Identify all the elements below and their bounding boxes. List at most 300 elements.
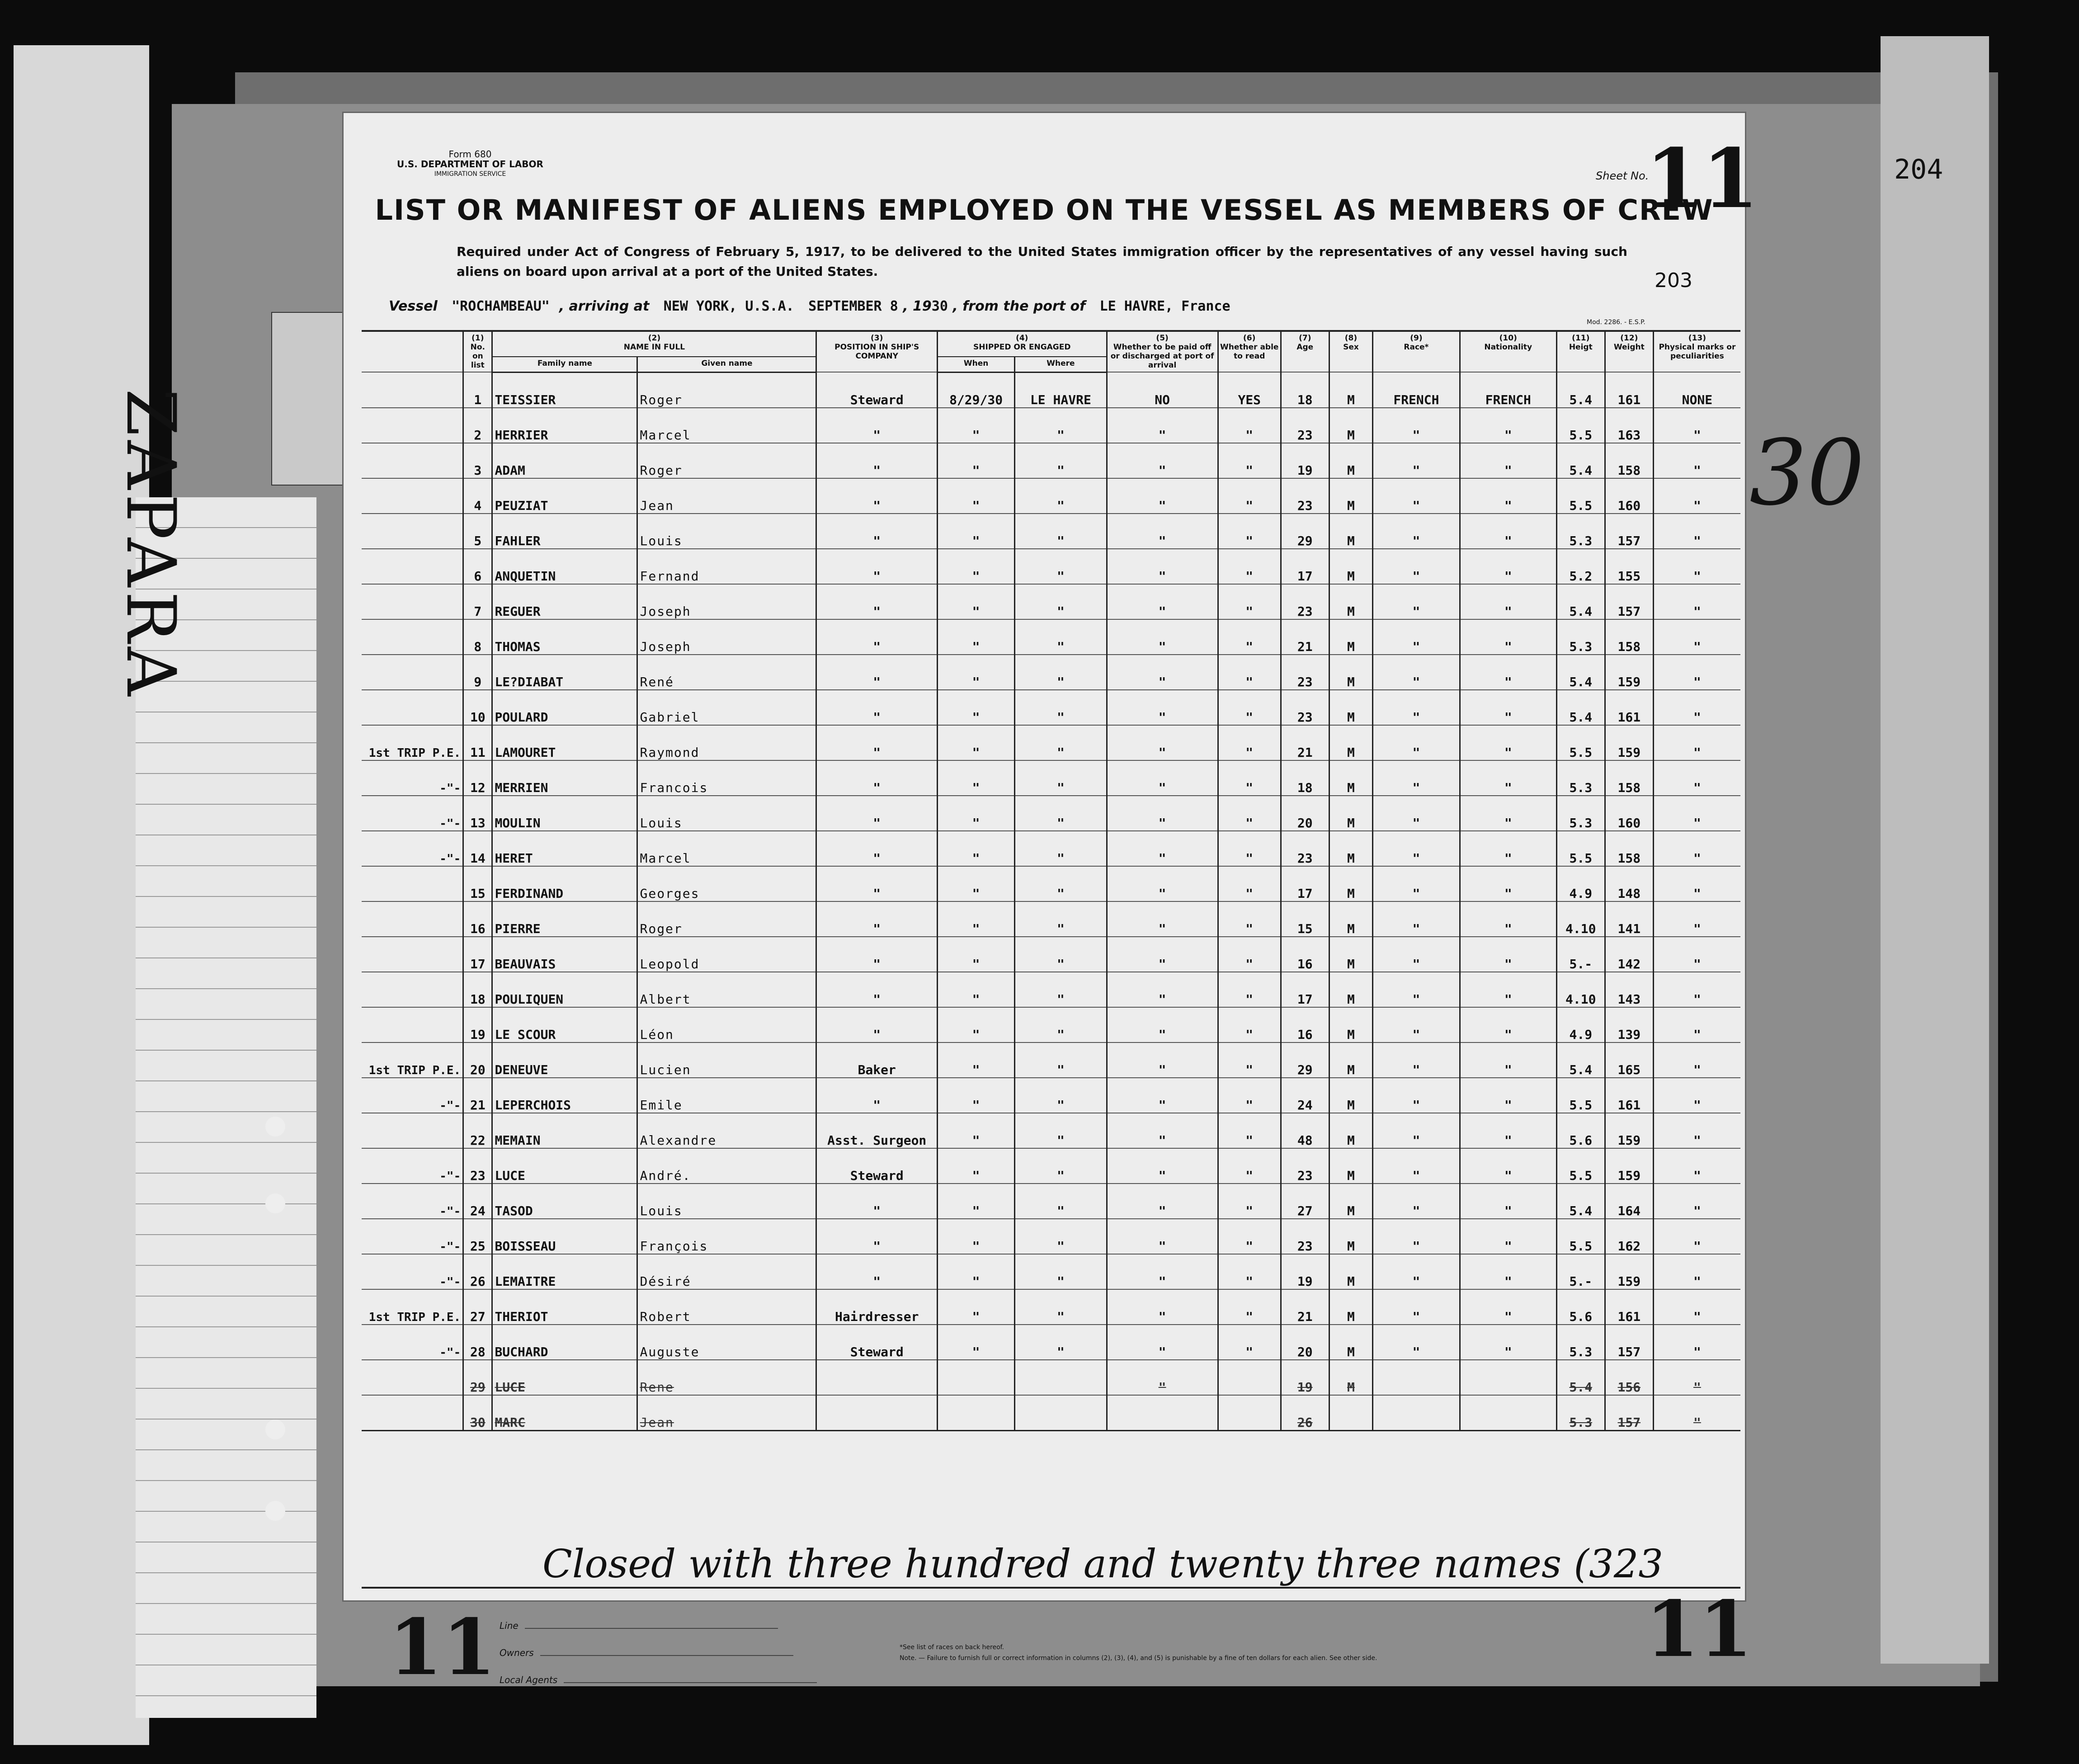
line-field [500, 1620, 778, 1631]
shipped-where: " [1015, 443, 1107, 478]
binder-hole [265, 1117, 285, 1137]
paid-off: " [1107, 725, 1218, 760]
height: 5.3 [1556, 796, 1605, 831]
able-to-read: " [1218, 901, 1281, 937]
weight: 143 [1605, 972, 1653, 1007]
col-where-header: Where [1015, 357, 1107, 372]
nationality: " [1460, 725, 1556, 760]
sex: M [1329, 514, 1372, 549]
shipped-where: " [1015, 937, 1107, 972]
age: 18 [1281, 760, 1329, 796]
family-name: LE?DIABAT [492, 655, 637, 690]
paid-off: " [1107, 443, 1218, 478]
col-sex-header: (8) Sex [1329, 331, 1372, 372]
position: " [816, 725, 938, 760]
row-number: 3 [463, 443, 492, 478]
given-name: Albert [637, 972, 816, 1007]
family-name: LEPERCHOIS [492, 1078, 637, 1113]
nationality: " [1460, 1042, 1556, 1078]
age: 17 [1281, 972, 1329, 1007]
row-number: 8 [463, 619, 492, 655]
race: " [1373, 972, 1460, 1007]
weight: 158 [1605, 760, 1653, 796]
position: " [816, 655, 938, 690]
row-number: 28 [463, 1325, 492, 1360]
closure-note: Closed with three hundred and twenty three names (323 [542, 1542, 1664, 1587]
family-name: ADAM [492, 443, 637, 478]
table-row [362, 1148, 1740, 1184]
shipped-when: " [937, 866, 1014, 901]
row-margin-note: 1st TRIP P.E. [362, 1042, 463, 1078]
row-margin-note [362, 549, 463, 584]
age: 26 [1281, 1395, 1329, 1431]
family-name: MOULIN [492, 796, 637, 831]
physical-marks: " [1653, 866, 1740, 901]
position: " [816, 549, 938, 584]
physical-marks: " [1653, 1395, 1740, 1431]
row-margin-note: -"- [362, 760, 463, 796]
sex: M [1329, 478, 1372, 514]
race: " [1373, 725, 1460, 760]
height: 5.4 [1556, 372, 1605, 408]
footnote [900, 1642, 1542, 1664]
weight: 142 [1605, 937, 1653, 972]
arrival-year: 30 [931, 298, 948, 314]
col-read-header: (6) Whether able to read [1218, 331, 1281, 372]
given-name: André. [637, 1148, 816, 1184]
paid-off: " [1107, 1184, 1218, 1219]
height: 5.4 [1556, 584, 1605, 619]
age: 19 [1281, 1254, 1329, 1289]
row-number: 27 [463, 1289, 492, 1325]
position: " [816, 619, 938, 655]
table-row [362, 408, 1740, 443]
position: " [816, 408, 938, 443]
given-name: Rene [637, 1360, 816, 1395]
shipped-when: " [937, 443, 1014, 478]
given-name: Auguste [637, 1325, 816, 1360]
race: " [1373, 796, 1460, 831]
able-to-read: " [1218, 1325, 1281, 1360]
row-margin-note [362, 619, 463, 655]
form-header [344, 149, 597, 179]
physical-marks: " [1653, 725, 1740, 760]
age: 29 [1281, 1042, 1329, 1078]
sex: M [1329, 549, 1372, 584]
table-row [362, 1360, 1740, 1395]
age: 20 [1281, 1325, 1329, 1360]
right-handwriting: 30 [1749, 420, 1865, 526]
row-number: 12 [463, 760, 492, 796]
position: " [816, 831, 938, 866]
physical-marks: " [1653, 478, 1740, 514]
shipped-when [937, 1395, 1014, 1431]
family-name: BUCHARD [492, 1325, 637, 1360]
col-race-header: (9) Race* [1373, 331, 1460, 372]
height: 5.6 [1556, 1113, 1605, 1148]
age: 16 [1281, 1007, 1329, 1042]
weight: 161 [1605, 372, 1653, 408]
sheet-label: Sheet No. [1596, 170, 1649, 182]
table-row [362, 690, 1740, 725]
shipped-where: " [1015, 866, 1107, 901]
shipped-when: " [937, 1184, 1014, 1219]
able-to-read: YES [1218, 372, 1281, 408]
shipped-where: " [1015, 725, 1107, 760]
weight: 157 [1605, 1395, 1653, 1431]
nationality: " [1460, 443, 1556, 478]
given-name: Joseph [637, 584, 816, 619]
given-name: Marcel [637, 831, 816, 866]
stamp-number: 203 [1655, 269, 1692, 292]
physical-marks: NONE [1653, 372, 1740, 408]
height: 5.5 [1556, 478, 1605, 514]
weight: 157 [1605, 1325, 1653, 1360]
family-name: BOISSEAU [492, 1219, 637, 1254]
family-name: THERIOT [492, 1289, 637, 1325]
row-number: 23 [463, 1148, 492, 1184]
weight: 148 [1605, 866, 1653, 901]
paid-off: " [1107, 1078, 1218, 1113]
sex: M [1329, 584, 1372, 619]
physical-marks: " [1653, 1184, 1740, 1219]
physical-marks: " [1653, 1254, 1740, 1289]
given-name: Jean [637, 478, 816, 514]
race: " [1373, 1007, 1460, 1042]
shipped-where: LE HAVRE [1015, 372, 1107, 408]
family-name: PIERRE [492, 901, 637, 937]
nationality [1460, 1395, 1556, 1431]
race: " [1373, 937, 1460, 972]
age: 21 [1281, 725, 1329, 760]
height: 5.3 [1556, 514, 1605, 549]
race: " [1373, 514, 1460, 549]
col-when-header: When [937, 357, 1014, 372]
weight: 157 [1605, 514, 1653, 549]
row-number: 21 [463, 1078, 492, 1113]
physical-marks: " [1653, 514, 1740, 549]
able-to-read: " [1218, 937, 1281, 972]
position: " [816, 478, 938, 514]
nationality: " [1460, 549, 1556, 584]
row-number: 16 [463, 901, 492, 937]
shipped-when: " [937, 725, 1014, 760]
height: 5.4 [1556, 690, 1605, 725]
sex: M [1329, 831, 1372, 866]
table-row [362, 1184, 1740, 1219]
table-row [362, 443, 1740, 478]
weight: 164 [1605, 1184, 1653, 1219]
age: 48 [1281, 1113, 1329, 1148]
requirement-text: Required under Act of Congress of February 5, 1917, to be delivered to the United States immigration officer by the representatives of any vessel having such aliens on board upon arrival at a port of the United States. [457, 244, 1627, 279]
paid-off: " [1107, 1007, 1218, 1042]
row-margin-note [362, 408, 463, 443]
age: 16 [1281, 937, 1329, 972]
from-label: , from the port of [952, 298, 1086, 314]
family-name: BEAUVAIS [492, 937, 637, 972]
arriving-label: , arriving at [559, 298, 650, 314]
shipped-where: " [1015, 584, 1107, 619]
height: 5.5 [1556, 1219, 1605, 1254]
paid-off: " [1107, 690, 1218, 725]
row-margin-note [362, 937, 463, 972]
shipped-when: " [937, 901, 1014, 937]
arrival-date: SEPTEMBER 8 [808, 298, 898, 314]
row-number: 17 [463, 937, 492, 972]
shipped-where: " [1015, 1148, 1107, 1184]
shipped-when: " [937, 831, 1014, 866]
shipped-when: " [937, 1042, 1014, 1078]
table-row [362, 549, 1740, 584]
right-page-number: 204 [1894, 154, 1943, 185]
paid-off: " [1107, 619, 1218, 655]
height: 5.3 [1556, 760, 1605, 796]
race: " [1373, 408, 1460, 443]
shipped-when: " [937, 1078, 1014, 1113]
paid-off: " [1107, 1148, 1218, 1184]
margin-header [362, 331, 463, 372]
age: 24 [1281, 1078, 1329, 1113]
shipped-where: " [1015, 1184, 1107, 1219]
shipped-where [1015, 1395, 1107, 1431]
given-name: Georges [637, 866, 816, 901]
col-weight-header: (12) Weight [1605, 331, 1653, 372]
shipped-where: " [1015, 1325, 1107, 1360]
nationality: " [1460, 796, 1556, 831]
age: 23 [1281, 408, 1329, 443]
sex: M [1329, 1360, 1372, 1395]
row-margin-note: -"- [362, 1254, 463, 1289]
physical-marks: " [1653, 972, 1740, 1007]
right-edge-sheet [1881, 36, 1989, 1664]
row-margin-note [362, 514, 463, 549]
shipped-when: " [937, 1325, 1014, 1360]
able-to-read: " [1218, 831, 1281, 866]
family-name: FAHLER [492, 514, 637, 549]
physical-marks: " [1653, 1325, 1740, 1360]
position: " [816, 1254, 938, 1289]
table-row [362, 901, 1740, 937]
paid-off [1107, 1395, 1218, 1431]
family-name: TEISSIER [492, 372, 637, 408]
weight: 159 [1605, 1254, 1653, 1289]
nationality: " [1460, 1289, 1556, 1325]
paid-off: " [1107, 584, 1218, 619]
age: 23 [1281, 831, 1329, 866]
row-number: 24 [463, 1184, 492, 1219]
age: 23 [1281, 1148, 1329, 1184]
row-number: 29 [463, 1360, 492, 1395]
table-row [362, 1254, 1740, 1289]
height: 5.5 [1556, 831, 1605, 866]
physical-marks: " [1653, 1289, 1740, 1325]
physical-marks: " [1653, 408, 1740, 443]
given-name: Roger [637, 901, 816, 937]
table-row [362, 831, 1740, 866]
race: " [1373, 1325, 1460, 1360]
nationality: " [1460, 584, 1556, 619]
paid-off: " [1107, 478, 1218, 514]
paid-off: " [1107, 1042, 1218, 1078]
weight: 160 [1605, 796, 1653, 831]
physical-marks: " [1653, 655, 1740, 690]
local-agents-label: Local Agents [500, 1674, 558, 1685]
family-name: LUCE [492, 1360, 637, 1395]
table-row [362, 619, 1740, 655]
side-handwriting: ZAPARA [111, 389, 190, 701]
given-name: Robert [637, 1289, 816, 1325]
nationality: " [1460, 514, 1556, 549]
paid-off: " [1107, 760, 1218, 796]
paid-off: NO [1107, 372, 1218, 408]
sex: M [1329, 1219, 1372, 1254]
row-margin-note [362, 690, 463, 725]
able-to-read: " [1218, 1148, 1281, 1184]
given-name: Emile [637, 1078, 816, 1113]
given-name: Marcel [637, 408, 816, 443]
age: 23 [1281, 1219, 1329, 1254]
family-name: POULARD [492, 690, 637, 725]
footer [362, 1584, 1753, 1706]
age: 18 [1281, 372, 1329, 408]
table-row [362, 1113, 1740, 1148]
position: " [816, 760, 938, 796]
table-row [362, 1078, 1740, 1113]
row-number: 5 [463, 514, 492, 549]
table-row [362, 725, 1740, 760]
able-to-read: " [1218, 478, 1281, 514]
physical-marks: " [1653, 1007, 1740, 1042]
line-label: Line [500, 1620, 519, 1631]
paid-off: " [1107, 866, 1218, 901]
position: " [816, 1078, 938, 1113]
sex: M [1329, 937, 1372, 972]
weight: 158 [1605, 831, 1653, 866]
shipped-where: " [1015, 1219, 1107, 1254]
sex [1329, 1395, 1372, 1431]
binder-hole [265, 1420, 285, 1439]
nationality [1460, 1360, 1556, 1395]
age: 19 [1281, 443, 1329, 478]
physical-marks: " [1653, 760, 1740, 796]
shipped-where: " [1015, 408, 1107, 443]
sex: M [1329, 1113, 1372, 1148]
shipped-where [1015, 1360, 1107, 1395]
shipped-when: " [937, 655, 1014, 690]
paid-off: " [1107, 1289, 1218, 1325]
sex: M [1329, 408, 1372, 443]
table-row [362, 1007, 1740, 1042]
paid-off: " [1107, 937, 1218, 972]
table-row [362, 972, 1740, 1007]
shipped-where: " [1015, 549, 1107, 584]
given-name: François [637, 1219, 816, 1254]
table-row [362, 937, 1740, 972]
family-name: LUCE [492, 1148, 637, 1184]
race: " [1373, 1148, 1460, 1184]
sheet-number-bottom-left: 11 [389, 1602, 496, 1693]
position: " [816, 1219, 938, 1254]
physical-marks: " [1653, 1113, 1740, 1148]
given-name: Roger [637, 372, 816, 408]
age: 20 [1281, 796, 1329, 831]
race: " [1373, 549, 1460, 584]
shipped-where: " [1015, 514, 1107, 549]
height: 5.5 [1556, 408, 1605, 443]
shipped-when: " [937, 1254, 1014, 1289]
able-to-read: " [1218, 796, 1281, 831]
shipped-when: " [937, 619, 1014, 655]
table-row [362, 478, 1740, 514]
mod-number: Mod. 2286. - E.S.P. [1587, 319, 1645, 326]
binder-hole [265, 1501, 285, 1521]
weight: 158 [1605, 619, 1653, 655]
able-to-read: " [1218, 1219, 1281, 1254]
position: Baker [816, 1042, 938, 1078]
departure-port: LE HAVRE, France [1099, 298, 1230, 314]
position: " [816, 901, 938, 937]
shipped-when [937, 1360, 1014, 1395]
shipped-when: " [937, 1289, 1014, 1325]
given-name: Fernand [637, 549, 816, 584]
weight: 156 [1605, 1360, 1653, 1395]
row-number: 19 [463, 1007, 492, 1042]
shipped-where: " [1015, 1007, 1107, 1042]
nationality: " [1460, 1184, 1556, 1219]
position: " [816, 937, 938, 972]
arrival-port: NEW YORK, U.S.A. [663, 298, 794, 314]
nationality: " [1460, 760, 1556, 796]
weight: 158 [1605, 443, 1653, 478]
nationality: " [1460, 866, 1556, 901]
height: 4.10 [1556, 901, 1605, 937]
race: " [1373, 1042, 1460, 1078]
row-margin-note [362, 1113, 463, 1148]
row-number: 30 [463, 1395, 492, 1431]
shipped-when: " [937, 972, 1014, 1007]
col-no-header: (1) No. on list [463, 331, 492, 372]
weight: 139 [1605, 1007, 1653, 1042]
given-name: Louis [637, 796, 816, 831]
sex: M [1329, 972, 1372, 1007]
age: 21 [1281, 619, 1329, 655]
given-name: Gabriel [637, 690, 816, 725]
able-to-read: " [1218, 760, 1281, 796]
shipped-where: " [1015, 619, 1107, 655]
table-row [362, 1325, 1740, 1360]
able-to-read: " [1218, 1007, 1281, 1042]
paid-off: " [1107, 1254, 1218, 1289]
age: 15 [1281, 901, 1329, 937]
position: Steward [816, 1325, 938, 1360]
height: 5.2 [1556, 549, 1605, 584]
able-to-read: " [1218, 866, 1281, 901]
table-row [362, 796, 1740, 831]
paid-off: " [1107, 831, 1218, 866]
row-number: 7 [463, 584, 492, 619]
table-row [362, 372, 1740, 408]
family-name: FERDINAND [492, 866, 637, 901]
table-row [362, 584, 1740, 619]
col-height-header: (11) Heigt [1556, 331, 1605, 372]
family-name: LAMOURET [492, 725, 637, 760]
manifest-page [344, 113, 1759, 1693]
physical-marks: " [1653, 549, 1740, 584]
physical-marks: " [1653, 1360, 1740, 1395]
able-to-read: " [1218, 619, 1281, 655]
shipped-where: " [1015, 1078, 1107, 1113]
left-edge-paper [14, 45, 149, 1745]
